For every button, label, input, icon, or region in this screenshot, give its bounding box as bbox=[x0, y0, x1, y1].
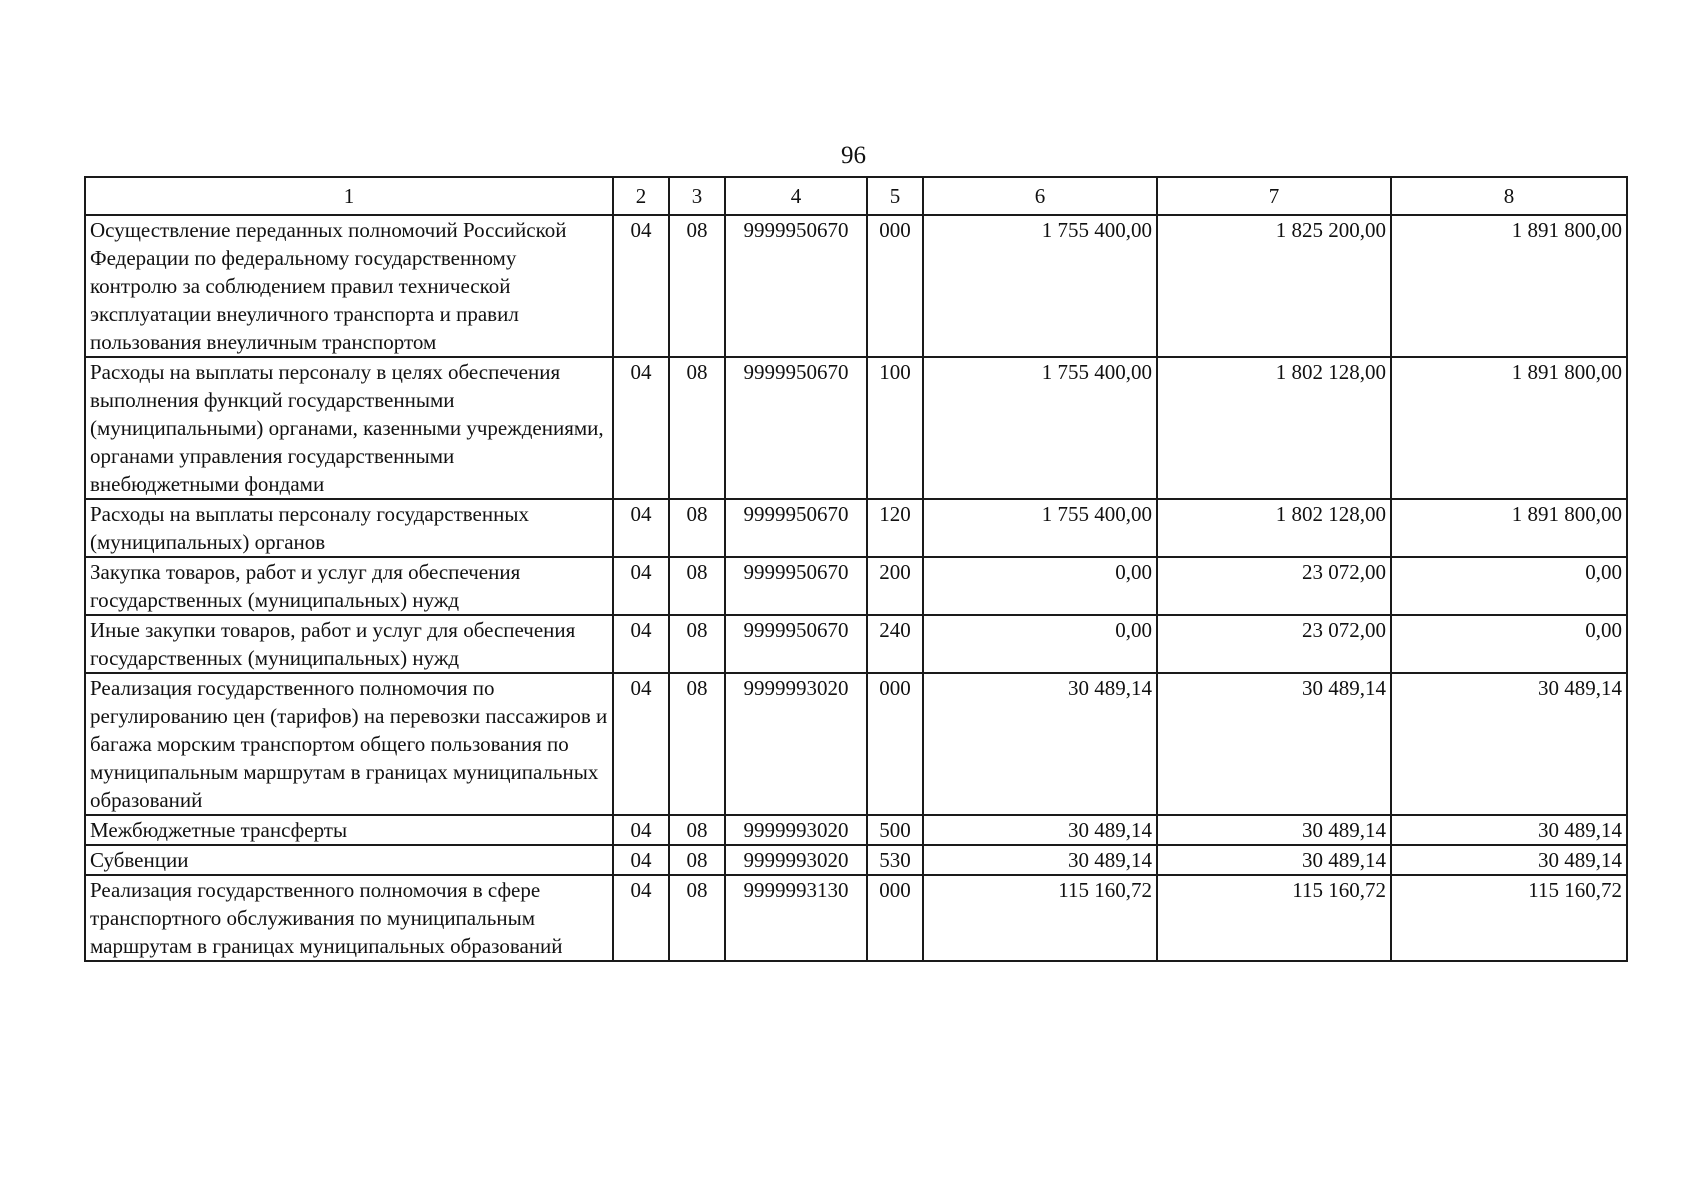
row-amount-col7: 23 072,00 bbox=[1157, 557, 1391, 615]
row-subsection-code: 08 bbox=[669, 215, 725, 357]
row-target-code: 9999993020 bbox=[725, 815, 867, 845]
row-section-code: 04 bbox=[613, 875, 669, 961]
table-row bbox=[85, 673, 1627, 815]
budget-table bbox=[84, 176, 1628, 962]
table-row bbox=[85, 845, 1627, 875]
row-amount-col8: 30 489,14 bbox=[1391, 845, 1627, 875]
row-amount-col6: 0,00 bbox=[923, 557, 1157, 615]
row-name: Субвенции bbox=[85, 845, 613, 875]
row-section-code: 04 bbox=[613, 215, 669, 357]
row-expense-type-code: 240 bbox=[867, 615, 923, 673]
row-subsection-code: 08 bbox=[669, 815, 725, 845]
row-name: Реализация государственного полномочия в сфере транспортного обслуживания по муниципальным маршрутам в границах муниципальных образований bbox=[85, 875, 613, 961]
row-expense-type-code: 000 bbox=[867, 875, 923, 961]
row-amount-col8: 1 891 800,00 bbox=[1391, 215, 1627, 357]
row-expense-type-code: 100 bbox=[867, 357, 923, 499]
header-cell-1: 1 bbox=[85, 177, 613, 215]
row-name: Расходы на выплаты персоналу в целях обеспечения выполнения функций государственными (муниципальными) органами, казенными учреждениями, органами управления государственными внебюджетными фондами bbox=[85, 357, 613, 499]
row-target-code: 9999950670 bbox=[725, 499, 867, 557]
header-cell-8: 8 bbox=[1391, 177, 1627, 215]
row-amount-col7: 30 489,14 bbox=[1157, 845, 1391, 875]
row-amount-col7: 115 160,72 bbox=[1157, 875, 1391, 961]
table-row bbox=[85, 557, 1627, 615]
table-row bbox=[85, 357, 1627, 499]
row-name: Иные закупки товаров, работ и услуг для обеспечения государственных (муниципальных) нужд bbox=[85, 615, 613, 673]
row-section-code: 04 bbox=[613, 815, 669, 845]
row-section-code: 04 bbox=[613, 499, 669, 557]
row-amount-col7: 30 489,14 bbox=[1157, 815, 1391, 845]
header-cell-2: 2 bbox=[613, 177, 669, 215]
row-target-code: 9999950670 bbox=[725, 215, 867, 357]
row-amount-col6: 30 489,14 bbox=[923, 815, 1157, 845]
row-target-code: 9999993020 bbox=[725, 673, 867, 815]
row-subsection-code: 08 bbox=[669, 357, 725, 499]
row-amount-col8: 0,00 bbox=[1391, 557, 1627, 615]
table-row bbox=[85, 499, 1627, 557]
header-cell-6: 6 bbox=[923, 177, 1157, 215]
row-name: Закупка товаров, работ и услуг для обеспечения государственных (муниципальных) нужд bbox=[85, 557, 613, 615]
table-row bbox=[85, 875, 1627, 961]
row-amount-col8: 0,00 bbox=[1391, 615, 1627, 673]
row-expense-type-code: 000 bbox=[867, 215, 923, 357]
row-section-code: 04 bbox=[613, 673, 669, 815]
row-name: Расходы на выплаты персоналу государственных (муниципальных) органов bbox=[85, 499, 613, 557]
header-cell-5: 5 bbox=[867, 177, 923, 215]
row-target-code: 9999950670 bbox=[725, 557, 867, 615]
row-target-code: 9999950670 bbox=[725, 357, 867, 499]
row-amount-col8: 1 891 800,00 bbox=[1391, 499, 1627, 557]
row-amount-col7: 23 072,00 bbox=[1157, 615, 1391, 673]
row-amount-col7: 30 489,14 bbox=[1157, 673, 1391, 815]
table-row bbox=[85, 615, 1627, 673]
row-amount-col7: 1 825 200,00 bbox=[1157, 215, 1391, 357]
row-amount-col8: 1 891 800,00 bbox=[1391, 357, 1627, 499]
row-expense-type-code: 200 bbox=[867, 557, 923, 615]
row-target-code: 9999993130 bbox=[725, 875, 867, 961]
row-expense-type-code: 000 bbox=[867, 673, 923, 815]
page-number-text: 96 bbox=[841, 142, 866, 169]
row-amount-col8: 115 160,72 bbox=[1391, 875, 1627, 961]
row-subsection-code: 08 bbox=[669, 875, 725, 961]
row-section-code: 04 bbox=[613, 615, 669, 673]
row-subsection-code: 08 bbox=[669, 615, 725, 673]
row-target-code: 9999993020 bbox=[725, 845, 867, 875]
row-name: Осуществление переданных полномочий Российской Федерации по федеральному государственному контролю за соблюдением правил технической эксплуатации внеуличного транспорта и правил пользования внеуличным транспортом bbox=[85, 215, 613, 357]
row-amount-col6: 115 160,72 bbox=[923, 875, 1157, 961]
row-section-code: 04 bbox=[613, 845, 669, 875]
row-amount-col7: 1 802 128,00 bbox=[1157, 357, 1391, 499]
row-subsection-code: 08 bbox=[669, 499, 725, 557]
row-amount-col6: 1 755 400,00 bbox=[923, 499, 1157, 557]
row-amount-col6: 1 755 400,00 bbox=[923, 357, 1157, 499]
row-amount-col6: 1 755 400,00 bbox=[923, 215, 1157, 357]
row-expense-type-code: 120 bbox=[867, 499, 923, 557]
table-row bbox=[85, 215, 1627, 357]
row-name: Реализация государственного полномочия по регулированию цен (тарифов) на перевозки пассажиров и багажа морским транспортом общего пользования по муниципальным маршрутам в границах муниципальных образований bbox=[85, 673, 613, 815]
row-amount-col6: 30 489,14 bbox=[923, 673, 1157, 815]
row-target-code: 9999950670 bbox=[725, 615, 867, 673]
row-expense-type-code: 530 bbox=[867, 845, 923, 875]
row-subsection-code: 08 bbox=[669, 557, 725, 615]
table-row bbox=[85, 815, 1627, 845]
header-cell-4: 4 bbox=[725, 177, 867, 215]
row-amount-col6: 30 489,14 bbox=[923, 845, 1157, 875]
page-number bbox=[0, 142, 1691, 170]
row-amount-col8: 30 489,14 bbox=[1391, 673, 1627, 815]
header-cell-3: 3 bbox=[669, 177, 725, 215]
row-subsection-code: 08 bbox=[669, 673, 725, 815]
row-section-code: 04 bbox=[613, 357, 669, 499]
row-amount-col8: 30 489,14 bbox=[1391, 815, 1627, 845]
row-amount-col6: 0,00 bbox=[923, 615, 1157, 673]
row-subsection-code: 08 bbox=[669, 845, 725, 875]
row-name: Межбюджетные трансферты bbox=[85, 815, 613, 845]
row-amount-col7: 1 802 128,00 bbox=[1157, 499, 1391, 557]
header-row bbox=[85, 177, 1627, 215]
header-cell-7: 7 bbox=[1157, 177, 1391, 215]
row-section-code: 04 bbox=[613, 557, 669, 615]
row-expense-type-code: 500 bbox=[867, 815, 923, 845]
